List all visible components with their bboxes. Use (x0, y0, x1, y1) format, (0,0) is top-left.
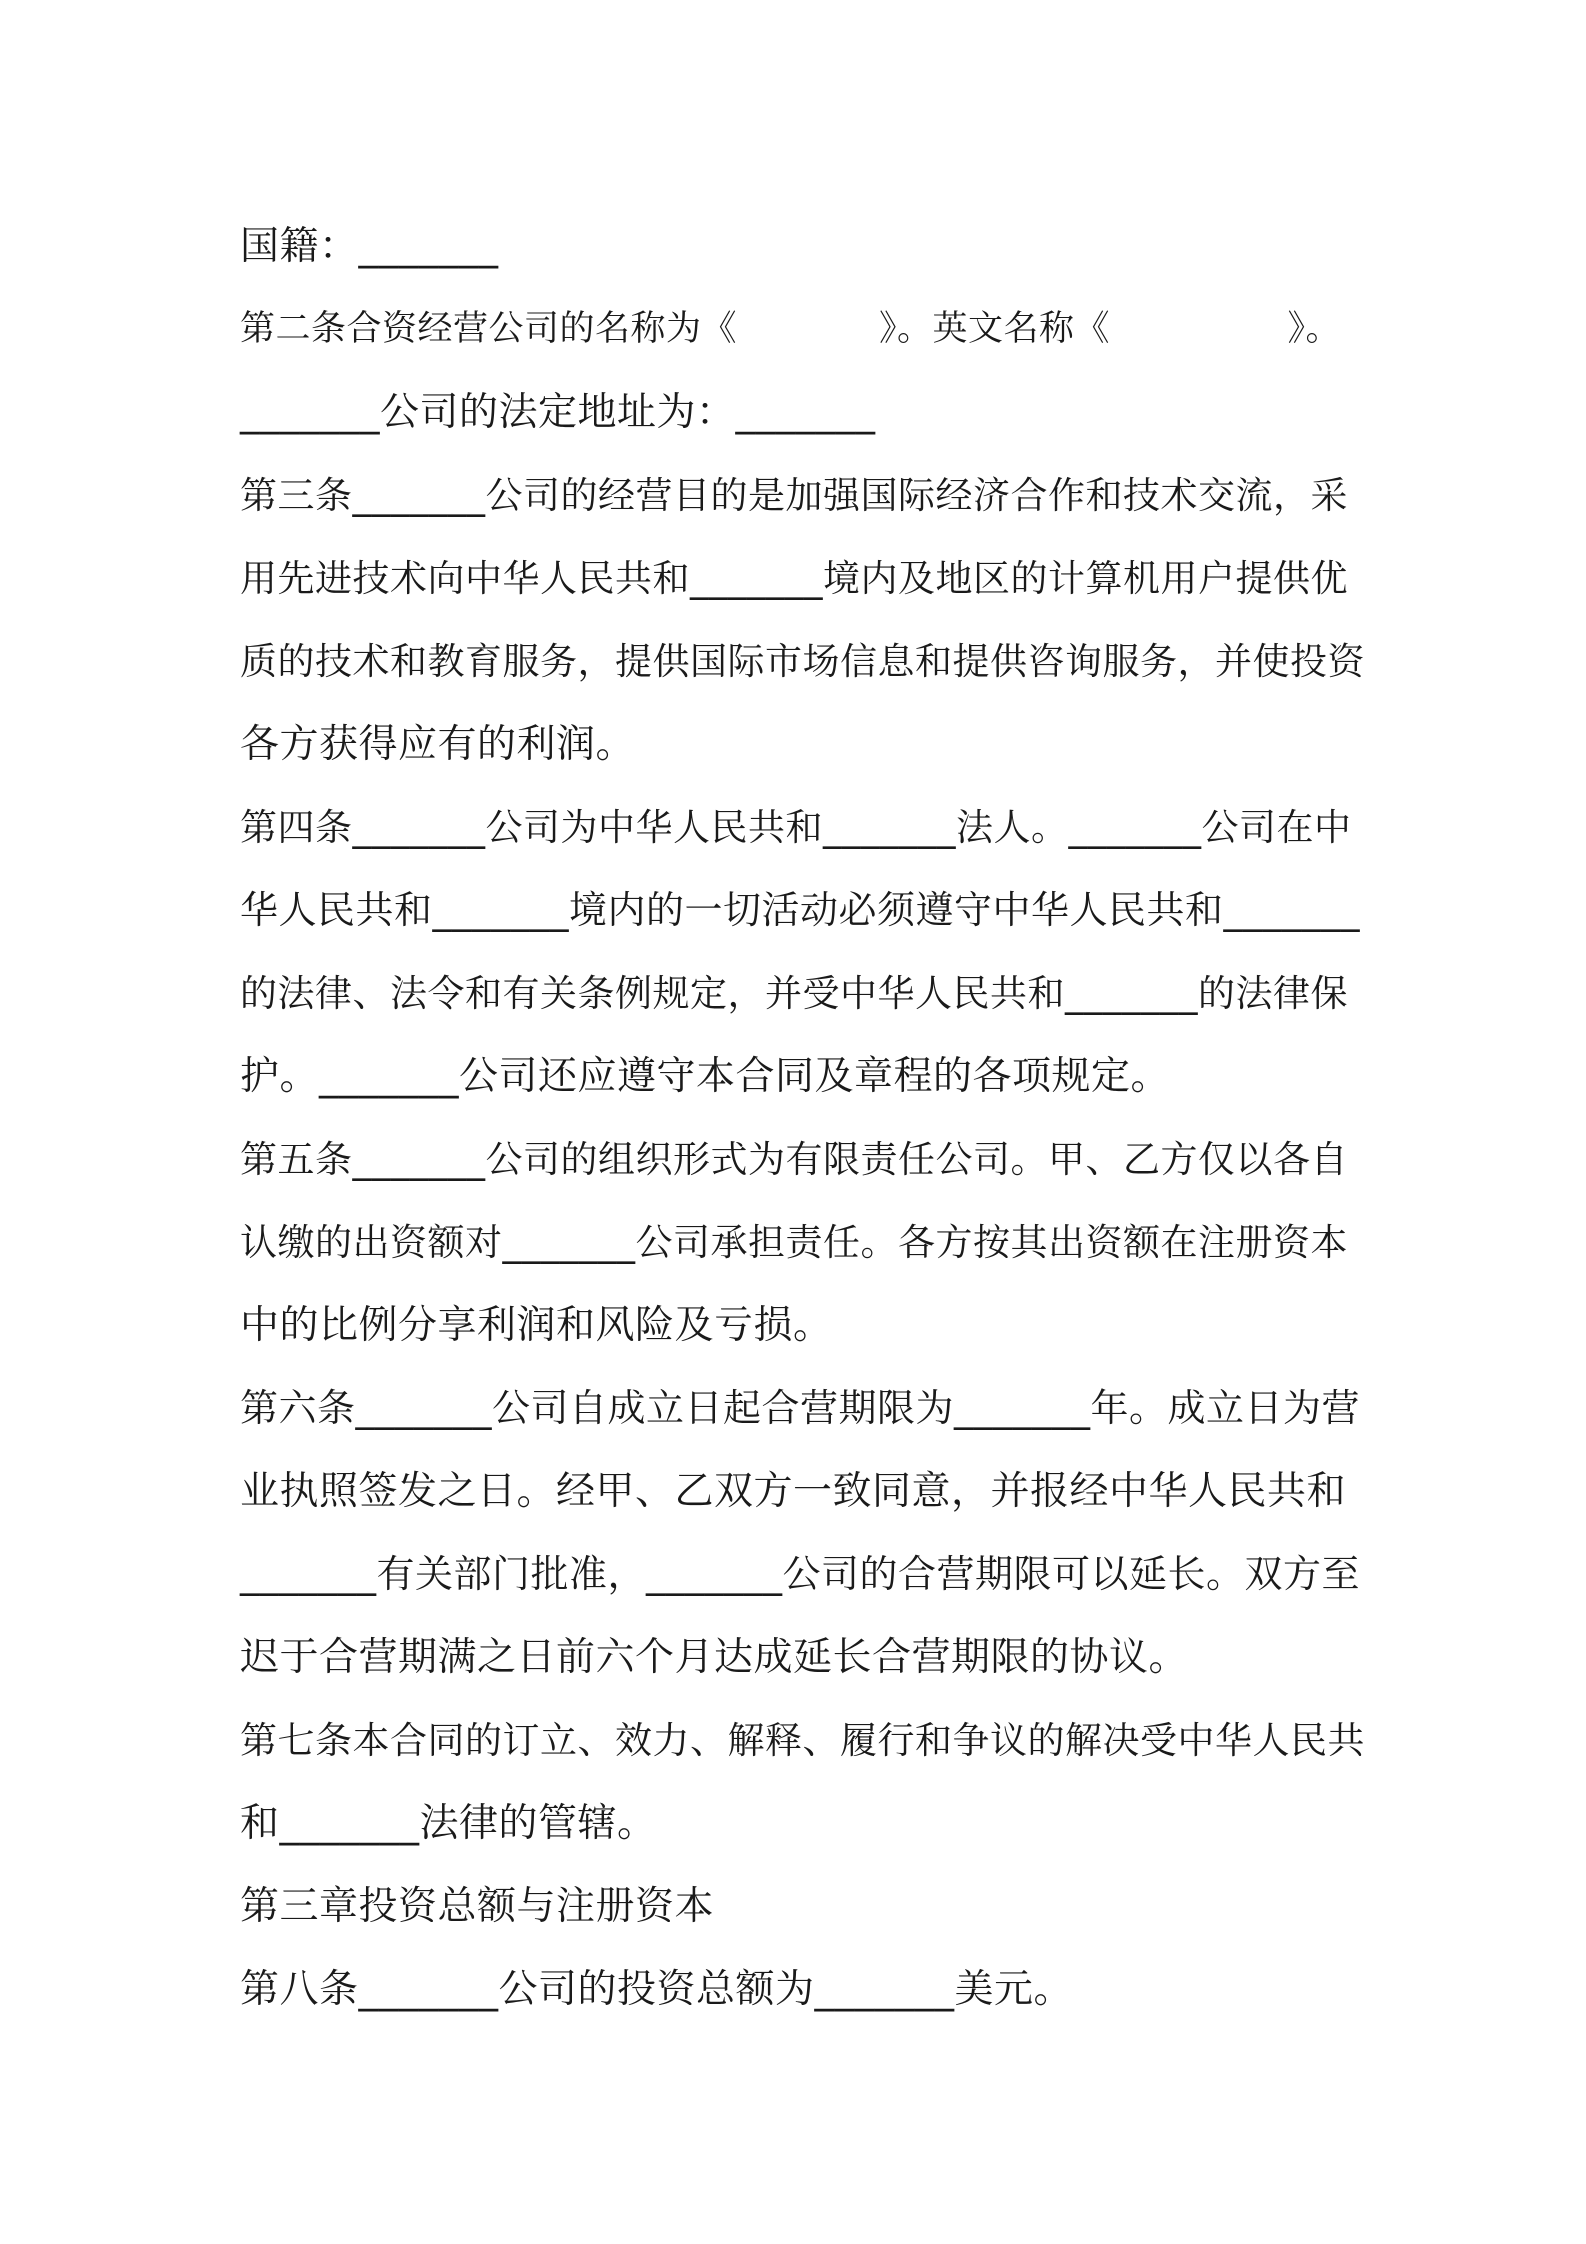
text-line: _______公司的法定地址为：_______ (240, 390, 876, 435)
text-line: 质的技术和教育服务，提供国际市场信息和提供咨询服务，并使投资 (240, 640, 1365, 683)
text-line: 第三条_______公司的经营目的是加强国际经济合作和技术交流，采 (240, 474, 1348, 517)
text-line: 第二条合资经营公司的名称为《 》。英文名称《 》。 (240, 309, 1342, 349)
text-line: 业执照签发之日。经甲、乙双方一致同意，并报经中华人民共和 (240, 1469, 1347, 1514)
text-line: 的法律、法令和有关条例规定，并受中华人民共和_______的法律保 (240, 972, 1348, 1015)
document-page (240, 205, 1365, 2031)
text-line: 第六条_______公司自成立日起合营期限为_______年。成立日为营 (240, 1386, 1361, 1430)
text-line: 认缴的出资额对_______公司承担责任。各方按其出资额在注册资本 (240, 1221, 1348, 1264)
text-line: 华人民共和_______境内的一切活动必须遵守中华人民共和_______ (240, 888, 1361, 932)
text-line: 中的比例分享利润和风险及亏损。 (240, 1303, 833, 1348)
text-line: _______有关部门批准，_______公司的合营期限可以延长。双方至 (240, 1552, 1361, 1596)
text-line: 第七条本合同的订立、效力、解释、履行和争议的解决受中华人民共 (240, 1719, 1365, 1762)
text-line: 国籍：_______ (240, 224, 499, 269)
section-heading: 第三章投资总额与注册资本 (240, 1884, 715, 1929)
text-line: 用先进技术向中华人民共和_______境内及地区的计算机用户提供优 (240, 557, 1348, 600)
text-line: 和_______法律的管辖。 (240, 1801, 657, 1846)
text-line: 第五条_______公司的组织形式为有限责任公司。甲、乙方仅以各自 (240, 1138, 1348, 1181)
text-line: 护。_______公司还应遵守本合同及章程的各项规定。 (240, 1054, 1171, 1099)
text-line: 各方获得应有的利润。 (240, 722, 636, 767)
text-line: 迟于合营期满之日前六个月达成延长合营期限的协议。 (240, 1635, 1189, 1680)
text-line: 第八条_______公司的投资总额为_______美元。 (240, 1967, 1074, 2012)
text-line: 第四条_______公司为中华人民共和_______法人。_______公司在中 (240, 806, 1352, 849)
